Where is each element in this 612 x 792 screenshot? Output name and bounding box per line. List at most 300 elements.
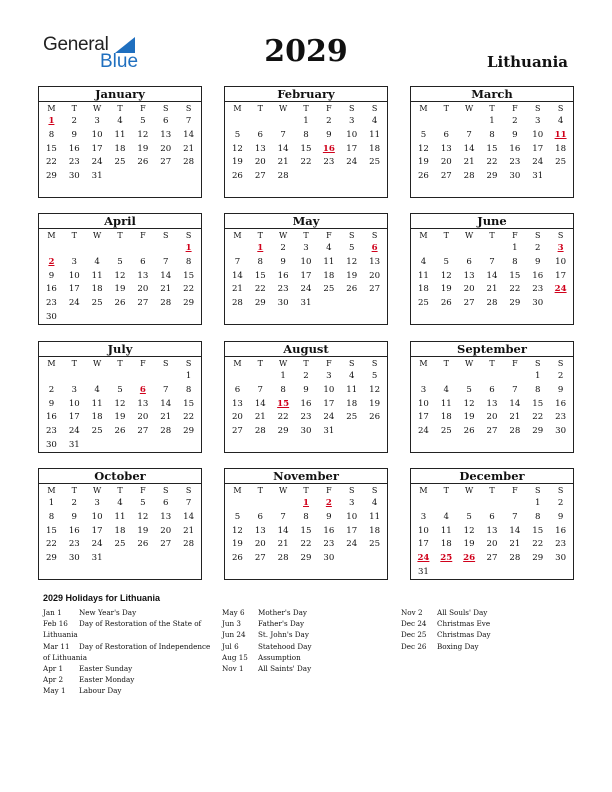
weekday-header: T	[303, 104, 309, 113]
day-cell: 26	[463, 426, 475, 437]
week-row	[39, 425, 201, 439]
day-cell: 18	[555, 143, 567, 154]
day-cell: 21	[183, 143, 195, 154]
day-cell: 5	[234, 511, 241, 522]
day-cell: 5	[420, 129, 427, 140]
day-cell: 13	[463, 270, 475, 281]
holiday-day-cell: 2	[48, 256, 55, 267]
day-cell: 6	[257, 129, 264, 140]
week-row	[225, 170, 387, 184]
week-row	[225, 552, 387, 566]
month-april	[38, 213, 202, 325]
day-cell: 10	[300, 256, 312, 267]
day-cell: 29	[300, 553, 312, 564]
day-cell: 1	[48, 498, 55, 508]
day-cell	[549, 170, 572, 184]
weekday-header: W	[93, 486, 102, 495]
week-row	[225, 384, 387, 398]
day-cell: 25	[555, 157, 567, 168]
day-cell: 2	[48, 384, 55, 395]
day-cell: 4	[326, 243, 332, 253]
day-cell	[177, 552, 200, 566]
day-cell: 17	[91, 525, 103, 536]
day-cell: 18	[91, 412, 103, 423]
week-row	[411, 538, 573, 552]
day-cell: 16	[509, 143, 521, 154]
day-cell: 17	[532, 143, 544, 154]
day-cell: 3	[348, 116, 355, 126]
day-cell	[503, 370, 526, 384]
day-cell: 14	[160, 270, 172, 281]
day-cell: 4	[443, 384, 450, 395]
day-cell: 10	[346, 129, 358, 140]
day-cell: 18	[417, 284, 429, 295]
day-cell	[177, 170, 200, 184]
day-cell: 21	[231, 284, 243, 295]
day-cell: 4	[117, 116, 123, 126]
day-cell: 23	[277, 284, 289, 295]
holiday-item	[43, 607, 215, 618]
day-cell: 10	[417, 525, 429, 536]
day-cell	[435, 115, 458, 129]
weekday-header: T	[117, 486, 123, 495]
holiday-item	[222, 629, 390, 640]
day-cell	[226, 370, 249, 384]
day-cell	[435, 566, 458, 580]
weekday-header-row	[225, 102, 387, 115]
day-cell: 9	[48, 398, 55, 409]
day-cell: 8	[534, 384, 541, 395]
day-cell: 11	[440, 525, 452, 536]
day-cell: 10	[417, 398, 429, 409]
weekday-header: W	[279, 231, 288, 240]
day-cell: 5	[371, 371, 378, 381]
day-cell: 24	[346, 157, 358, 168]
day-cell: 21	[160, 284, 172, 295]
day-cell: 7	[512, 384, 518, 395]
day-cell: 4	[371, 498, 378, 508]
day-cell: 21	[277, 157, 289, 168]
week-row	[225, 270, 387, 284]
holiday-name: Mother's Day	[258, 608, 307, 617]
day-cell	[131, 552, 154, 566]
holiday-date: Jul 6	[222, 641, 239, 651]
day-cell: 7	[234, 256, 241, 267]
week-row	[39, 143, 201, 157]
weekday-header: M	[233, 359, 242, 368]
day-cell: 22	[277, 412, 289, 423]
day-cell: 2	[71, 498, 78, 508]
weekday-header: W	[279, 359, 288, 368]
day-cell: 14	[463, 143, 475, 154]
week-row	[225, 242, 387, 256]
day-cell	[412, 370, 435, 384]
day-cell: 19	[369, 398, 381, 409]
day-cell: 11	[91, 270, 103, 281]
day-cell: 15	[45, 525, 57, 536]
month-june	[410, 213, 574, 325]
week-row	[411, 370, 573, 384]
day-cell: 27	[160, 539, 172, 550]
holiday-day-cell: 1	[303, 498, 309, 508]
day-cell: 4	[117, 498, 123, 508]
week-row	[411, 115, 573, 129]
holiday-item	[43, 618, 215, 640]
weekday-header: M	[233, 104, 242, 113]
day-cell: 21	[277, 539, 289, 550]
week-row	[411, 170, 573, 184]
week-row	[39, 497, 201, 511]
weekday-header: S	[185, 359, 192, 368]
day-cell: 2	[512, 116, 518, 126]
weekday-header-row	[411, 484, 573, 497]
day-cell: 24	[68, 426, 80, 437]
day-cell	[272, 115, 295, 129]
day-cell: 7	[162, 384, 169, 395]
day-cell: 6	[234, 384, 241, 395]
day-cell: 20	[137, 284, 149, 295]
day-cell: 18	[440, 539, 452, 550]
day-cell: 29	[45, 171, 57, 182]
month-name: August	[225, 342, 387, 357]
page-title-year: 2029	[264, 34, 348, 69]
day-cell	[63, 242, 86, 256]
day-cell: 16	[555, 398, 567, 409]
day-cell: 19	[114, 284, 126, 295]
week-row	[411, 242, 573, 256]
weekday-header: F	[326, 231, 332, 240]
day-cell	[458, 497, 481, 511]
week-row	[39, 411, 201, 425]
week-row	[411, 511, 573, 525]
day-cell: 31	[532, 171, 544, 182]
week-row	[39, 538, 201, 552]
holiday-date: Jan 1	[43, 608, 62, 617]
day-cell	[412, 497, 435, 511]
weekday-header: T	[117, 104, 123, 113]
day-cell: 2	[557, 498, 564, 508]
week-row	[39, 552, 201, 566]
holiday-date: Aug 15	[222, 652, 248, 662]
week-row	[411, 552, 573, 566]
weekday-header: S	[557, 104, 564, 113]
day-cell: 3	[348, 498, 355, 508]
month-january	[38, 86, 202, 198]
day-cell: 30	[555, 553, 567, 564]
day-cell: 8	[48, 511, 55, 522]
month-name: June	[411, 214, 573, 229]
day-cell: 20	[231, 412, 243, 423]
day-cell: 20	[254, 157, 266, 168]
day-cell: 8	[185, 256, 192, 267]
day-cell: 19	[231, 157, 243, 168]
holiday-name: New Year's Day	[79, 608, 137, 617]
week-row	[39, 156, 201, 170]
day-cell	[63, 370, 86, 384]
holiday-name: Assumption	[258, 652, 301, 662]
day-cell: 9	[512, 129, 518, 140]
day-cell: 21	[463, 157, 475, 168]
day-cell	[86, 370, 109, 384]
day-cell	[481, 370, 504, 384]
day-cell: 7	[466, 129, 472, 140]
weekday-header: T	[443, 104, 449, 113]
weekday-header: F	[512, 486, 518, 495]
day-cell: 15	[300, 143, 312, 154]
weekday-header: T	[117, 231, 123, 240]
week-row	[411, 497, 573, 511]
week-row	[39, 283, 201, 297]
day-cell: 24	[91, 539, 103, 550]
holiday-date: Nov 2	[401, 608, 423, 617]
holiday-date: Feb 16	[43, 619, 68, 629]
day-cell: 6	[257, 511, 264, 522]
day-cell: 7	[185, 116, 192, 126]
day-cell: 13	[254, 143, 266, 154]
day-cell: 20	[486, 412, 498, 423]
weekday-header: T	[257, 359, 263, 368]
weekday-header: S	[371, 486, 378, 495]
week-row	[39, 270, 201, 284]
day-cell: 15	[45, 143, 57, 154]
day-cell: 25	[369, 157, 381, 168]
weekday-header-row	[39, 357, 201, 370]
day-cell: 26	[417, 171, 429, 182]
day-cell: 7	[162, 256, 169, 267]
week-row	[411, 129, 573, 143]
day-cell: 14	[509, 398, 521, 409]
day-cell: 5	[443, 256, 450, 267]
holiday-day-cell: 25	[440, 553, 453, 564]
holiday-item	[401, 641, 561, 652]
holiday-day-cell: 1	[257, 243, 264, 253]
day-cell: 6	[162, 116, 169, 126]
day-cell: 23	[555, 539, 567, 550]
day-cell	[363, 170, 386, 184]
holiday-name: Christmas Eve	[437, 619, 491, 629]
weekday-header: W	[93, 359, 102, 368]
day-cell: 3	[534, 116, 541, 126]
weekday-header: F	[512, 359, 518, 368]
holiday-date: Dec 24	[401, 619, 427, 629]
week-row	[225, 297, 387, 311]
day-cell: 10	[91, 129, 103, 140]
day-cell: 17	[68, 284, 80, 295]
day-cell: 13	[137, 398, 149, 409]
week-row	[39, 511, 201, 525]
day-cell: 11	[91, 398, 103, 409]
day-cell: 12	[369, 384, 381, 395]
day-cell: 30	[555, 426, 567, 437]
day-cell: 1	[512, 243, 518, 253]
day-cell	[154, 552, 177, 566]
holiday-name: Boxing Day	[437, 641, 479, 651]
weekday-header: S	[371, 104, 378, 113]
holiday-name: Labour Day	[79, 686, 122, 696]
day-cell: 16	[532, 270, 544, 281]
day-cell: 28	[509, 426, 521, 437]
day-cell: 1	[489, 116, 495, 126]
day-cell: 26	[440, 298, 452, 309]
day-cell: 9	[326, 129, 332, 140]
day-cell: 3	[326, 371, 332, 381]
day-cell: 12	[137, 511, 149, 522]
week-row	[411, 566, 573, 580]
day-cell: 26	[114, 298, 126, 309]
day-cell: 30	[277, 298, 289, 309]
weekday-header: T	[303, 486, 309, 495]
day-cell: 15	[254, 270, 266, 281]
holiday-item	[43, 685, 215, 696]
day-cell: 30	[509, 171, 521, 182]
weekday-header: T	[257, 104, 263, 113]
week-row	[225, 129, 387, 143]
logo-blue-text: Blue	[100, 51, 139, 72]
day-cell: 27	[369, 284, 381, 295]
weekday-header: T	[71, 231, 77, 240]
weekday-header-row	[225, 484, 387, 497]
day-cell: 17	[68, 412, 80, 423]
day-cell: 23	[45, 426, 57, 437]
day-cell: 20	[160, 525, 172, 536]
day-cell: 1	[534, 371, 541, 381]
week-row	[39, 129, 201, 143]
day-cell	[526, 566, 549, 580]
day-cell: 24	[532, 157, 544, 168]
day-cell: 15	[509, 270, 521, 281]
week-row	[39, 242, 201, 256]
holiday-date: Dec 26	[401, 641, 427, 651]
weekday-header: T	[489, 104, 495, 113]
weekday-header: F	[140, 359, 146, 368]
day-cell: 19	[463, 412, 475, 423]
day-cell: 30	[532, 298, 544, 309]
day-cell: 27	[486, 553, 498, 564]
weekday-header: W	[465, 104, 474, 113]
week-row	[225, 425, 387, 439]
week-row	[411, 411, 573, 425]
day-cell: 15	[532, 525, 544, 536]
weekday-header: M	[419, 486, 428, 495]
weekday-header-row	[39, 484, 201, 497]
month-name: November	[225, 469, 387, 484]
day-cell	[63, 311, 86, 325]
day-cell: 15	[300, 525, 312, 536]
day-cell: 30	[45, 439, 57, 450]
day-cell: 30	[300, 426, 312, 437]
day-cell: 22	[45, 539, 57, 550]
day-cell	[503, 566, 526, 580]
day-cell: 11	[323, 256, 335, 267]
day-cell: 21	[509, 412, 521, 423]
day-cell: 6	[443, 129, 450, 140]
day-cell: 14	[254, 398, 266, 409]
day-cell: 7	[280, 129, 286, 140]
holiday-column	[401, 607, 561, 652]
holiday-item	[222, 618, 390, 629]
holiday-date: Nov 1	[222, 664, 244, 674]
day-cell: 11	[440, 398, 452, 409]
day-cell: 19	[463, 539, 475, 550]
day-cell: 31	[300, 298, 312, 309]
weekday-header: T	[443, 359, 449, 368]
day-cell: 27	[254, 553, 266, 564]
day-cell: 26	[231, 553, 243, 564]
day-cell: 8	[280, 384, 286, 395]
day-cell: 4	[348, 371, 355, 381]
day-cell: 28	[509, 553, 521, 564]
week-row	[39, 525, 201, 539]
holiday-name: Christmas Day	[437, 630, 491, 640]
day-cell: 20	[463, 284, 475, 295]
day-cell: 8	[534, 511, 541, 522]
weekday-header: F	[326, 104, 332, 113]
day-cell	[131, 311, 154, 325]
holiday-column	[43, 607, 215, 697]
day-cell: 29	[509, 298, 521, 309]
weekday-header: T	[443, 231, 449, 240]
day-cell	[226, 115, 249, 129]
day-cell: 28	[183, 539, 195, 550]
day-cell	[154, 170, 177, 184]
holiday-day-cell: 2	[325, 498, 332, 508]
week-row	[225, 256, 387, 270]
weekday-header: S	[162, 104, 169, 113]
day-cell: 15	[183, 270, 195, 281]
month-march	[410, 86, 574, 198]
weekday-header: T	[71, 359, 77, 368]
day-cell: 22	[300, 157, 312, 168]
day-cell: 9	[534, 256, 541, 267]
month-may	[224, 213, 388, 325]
day-cell: 12	[463, 398, 475, 409]
day-cell: 28	[254, 426, 266, 437]
day-cell: 25	[91, 426, 103, 437]
day-cell: 8	[185, 384, 192, 395]
day-cell: 2	[303, 371, 309, 381]
week-row	[39, 398, 201, 412]
day-cell	[109, 170, 132, 184]
weekday-header: S	[534, 486, 541, 495]
day-cell	[109, 311, 132, 325]
week-row	[225, 398, 387, 412]
week-row	[39, 297, 201, 311]
day-cell: 1	[303, 116, 309, 126]
day-cell: 13	[369, 256, 381, 267]
month-december	[410, 468, 574, 580]
day-cell: 9	[326, 511, 332, 522]
day-cell: 29	[532, 553, 544, 564]
weekday-header: S	[185, 104, 192, 113]
day-cell: 7	[512, 511, 518, 522]
weekday-header-row	[225, 357, 387, 370]
day-cell: 19	[137, 525, 149, 536]
day-cell: 6	[162, 498, 169, 508]
day-cell: 16	[45, 412, 57, 423]
day-cell	[86, 439, 109, 453]
day-cell: 26	[137, 539, 149, 550]
day-cell: 3	[303, 243, 309, 253]
holiday-item	[43, 641, 215, 663]
day-cell: 30	[68, 553, 80, 564]
day-cell: 27	[486, 426, 498, 437]
day-cell: 28	[277, 553, 289, 564]
week-row	[39, 115, 201, 129]
day-cell	[131, 439, 154, 453]
holiday-date: Dec 25	[401, 630, 427, 640]
weekday-header: W	[93, 231, 102, 240]
day-cell: 12	[114, 398, 126, 409]
